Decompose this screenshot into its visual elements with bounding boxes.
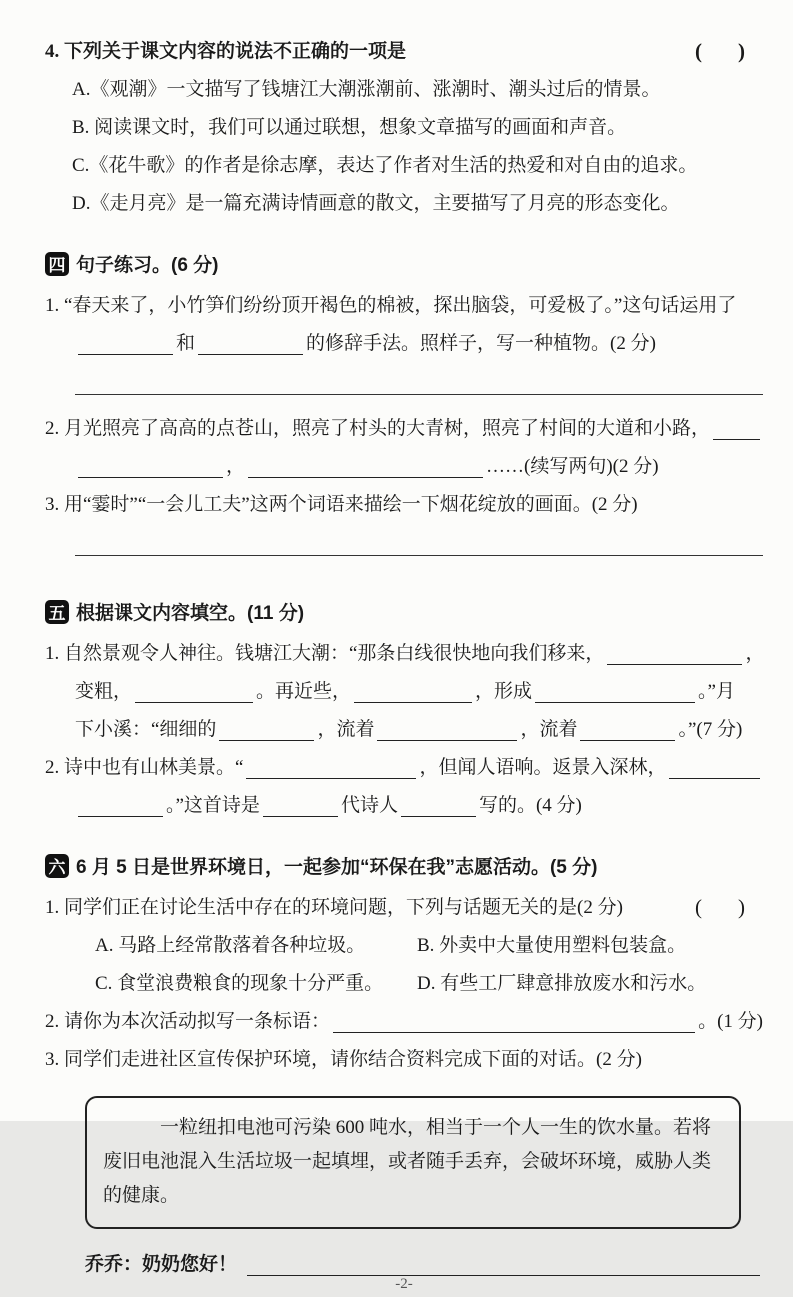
question-4-option-b: B. 阅读课文时，我们可以通过联想，想象文章描写的画面和声音。 [72,117,627,138]
section-5-badge: 五 [45,600,69,624]
answer-blank[interactable] [78,797,163,817]
s5-q1-line2 [75,680,763,703]
section-5-header [45,598,763,625]
answer-line[interactable] [75,555,763,556]
answer-blank[interactable] [219,721,314,741]
s4-q2-text: 2. 月光照亮了高高的点苍山，照亮了村头的大青树，照亮了村间的大道和小路， [45,418,711,439]
s4-q2-line1 [45,417,763,440]
s6-q1-options-row1 [95,934,763,957]
answer-blank[interactable] [78,335,173,355]
s4-q1-connector: 和 [176,333,196,354]
s5-q1-l2a: 变粗， [75,681,133,702]
battery-info-box: 一粒纽扣电池可污染 600 吨水，相当于一个人一生的饮水量。若将废旧电池混入生活垃圾一起填埋，或者随手丢弃，会破坏环境，威胁人类的健康。 [85,1096,741,1229]
s5-q2-l2a: 。”这首诗是 [166,795,260,816]
s5-q2-line1 [45,756,763,779]
s5-q1-line3 [75,718,763,741]
answer-blank[interactable] [580,721,675,741]
s6-q3: 3. 同学们走进社区宣传保护环境，请你结合资料完成下面的对话。(2 分) [45,1049,642,1070]
question-4-option-d: D.《走月亮》是一篇充满诗情画意的散文，主要描写了月亮的形态变化。 [72,193,680,214]
answer-blank[interactable] [377,721,517,741]
s4-q1-tail: 的修辞手法。照样子，写一种植物。(2 分) [306,333,656,354]
s6-q1-option-d: D. 有些工厂肆意排放废水和污水。 [417,973,707,994]
section-4-title: 句子练习。(6 分) [76,255,219,276]
s5-q1-l3b: ，流着 [317,719,375,740]
dialog-qiaoqiao-row [85,1249,763,1276]
s5-q1-line1 [45,642,763,665]
s5-q2-l1a: 2. 诗中也有山林美景。“ [45,757,244,778]
section-5-title: 根据课文内容填空。(11 分) [76,603,305,624]
s4-q2-line2 [75,455,763,478]
answer-blank[interactable] [247,1256,760,1276]
s6-q2-tail: 。(1 分) [698,1011,763,1032]
answer-blank[interactable] [669,759,760,779]
section-6-badge: 六 [45,854,69,878]
answer-blank[interactable] [535,683,695,703]
s6-q1-option-b: B. 外卖中大量使用塑料包装盒。 [417,935,687,956]
question-4-option-a: A.《观潮》一文描写了钱塘江大潮涨潮前、涨潮时、潮头过后的情景。 [72,79,661,100]
s4-q3: 3. 用“霎时”“一会儿工夫”这两个词语来描绘一下烟花绽放的画面。(2 分) [45,494,638,515]
s5-q2-line2 [75,794,763,817]
s5-q2-l1b: ，但闻人语响。返景入深林， [419,757,667,778]
s5-q1-l2b: 。再近些， [256,681,352,702]
s5-q1-l3a: 下小溪：“细细的 [75,719,217,740]
s4-q2-comma: ， [226,456,246,477]
bracket-close: ) [738,895,745,919]
question-4-option-c: C.《花牛歌》的作者是徐志摩，表达了作者对生活的热爱和对自由的追求。 [72,155,698,176]
section-4-header [45,250,763,277]
s6-q1-answer-bracket[interactable] [695,896,763,919]
bracket-close: ) [738,39,745,63]
answer-blank[interactable] [354,683,472,703]
bracket-open: ( [695,895,702,919]
answer-blank[interactable] [263,797,338,817]
s5-q1-l1b: ， [745,643,765,664]
s6-q1-option-a: A. 马路上经常散落着各种垃圾。 [95,935,366,956]
page-number: -2- [395,1276,413,1292]
s6-q1-options [95,934,763,1010]
s5-q1-l1a: 1. 自然景观令人神往。钱塘江大潮：“那条白线很快地向我们移来， [45,643,605,664]
answer-blank[interactable] [135,683,253,703]
section-4-badge: 四 [45,252,69,276]
s5-q1-l3c: ，流着 [520,719,578,740]
answer-line[interactable] [75,394,763,395]
question-4-stem: 4. 下列关于课文内容的说法不正确的一项是 [45,41,407,62]
s4-q1-line1: 1. “春天来了，小竹笋们纷纷顶开褐色的棉被，探出脑袋，可爱极了。”这句话运用了 [45,295,737,316]
s6-q2-lead: 2. 请你为本次活动拟写一条标语： [45,1011,331,1032]
answer-blank[interactable] [78,458,223,478]
answer-blank[interactable] [198,335,303,355]
s6-q1-options-row2 [95,972,763,995]
question-4-answer-bracket[interactable] [695,40,763,63]
bracket-open: ( [695,39,702,63]
s5-q2-l2c: 写的。(4 分) [478,795,582,816]
s6-q1-stem-row [45,896,763,919]
answer-blank[interactable] [401,797,476,817]
s5-q2-l2b: 代诗人 [340,795,398,816]
s6-q2-row [45,1010,763,1033]
s5-q1-l3d: 。”(7 分) [678,719,743,740]
answer-blank[interactable] [713,420,760,440]
answer-blank[interactable] [248,458,483,478]
s6-q1-option-c: C. 食堂浪费粮食的现象十分严重。 [95,973,384,994]
answer-blank[interactable] [607,645,742,665]
s4-q1-line2 [75,332,763,355]
section-6-header [45,852,763,879]
answer-blank[interactable] [333,1013,695,1033]
s5-q1-l2c: ，形成 [475,681,533,702]
s5-q1-l2d: 。”月 [698,681,735,702]
s6-q1-stem: 1. 同学们正在讨论生活中存在的环境问题，下列与话题无关的是(2 分) [45,897,623,918]
dialog-speaker: 乔乔：奶奶您好！ [85,1254,238,1275]
question-4-stem-row [45,40,763,63]
s4-q2-tail: ……(续写两句)(2 分) [486,456,659,477]
answer-blank[interactable] [246,759,416,779]
section-6-title: 6 月 5 日是世界环境日，一起参加“环保在我”志愿活动。(5 分) [76,857,598,878]
